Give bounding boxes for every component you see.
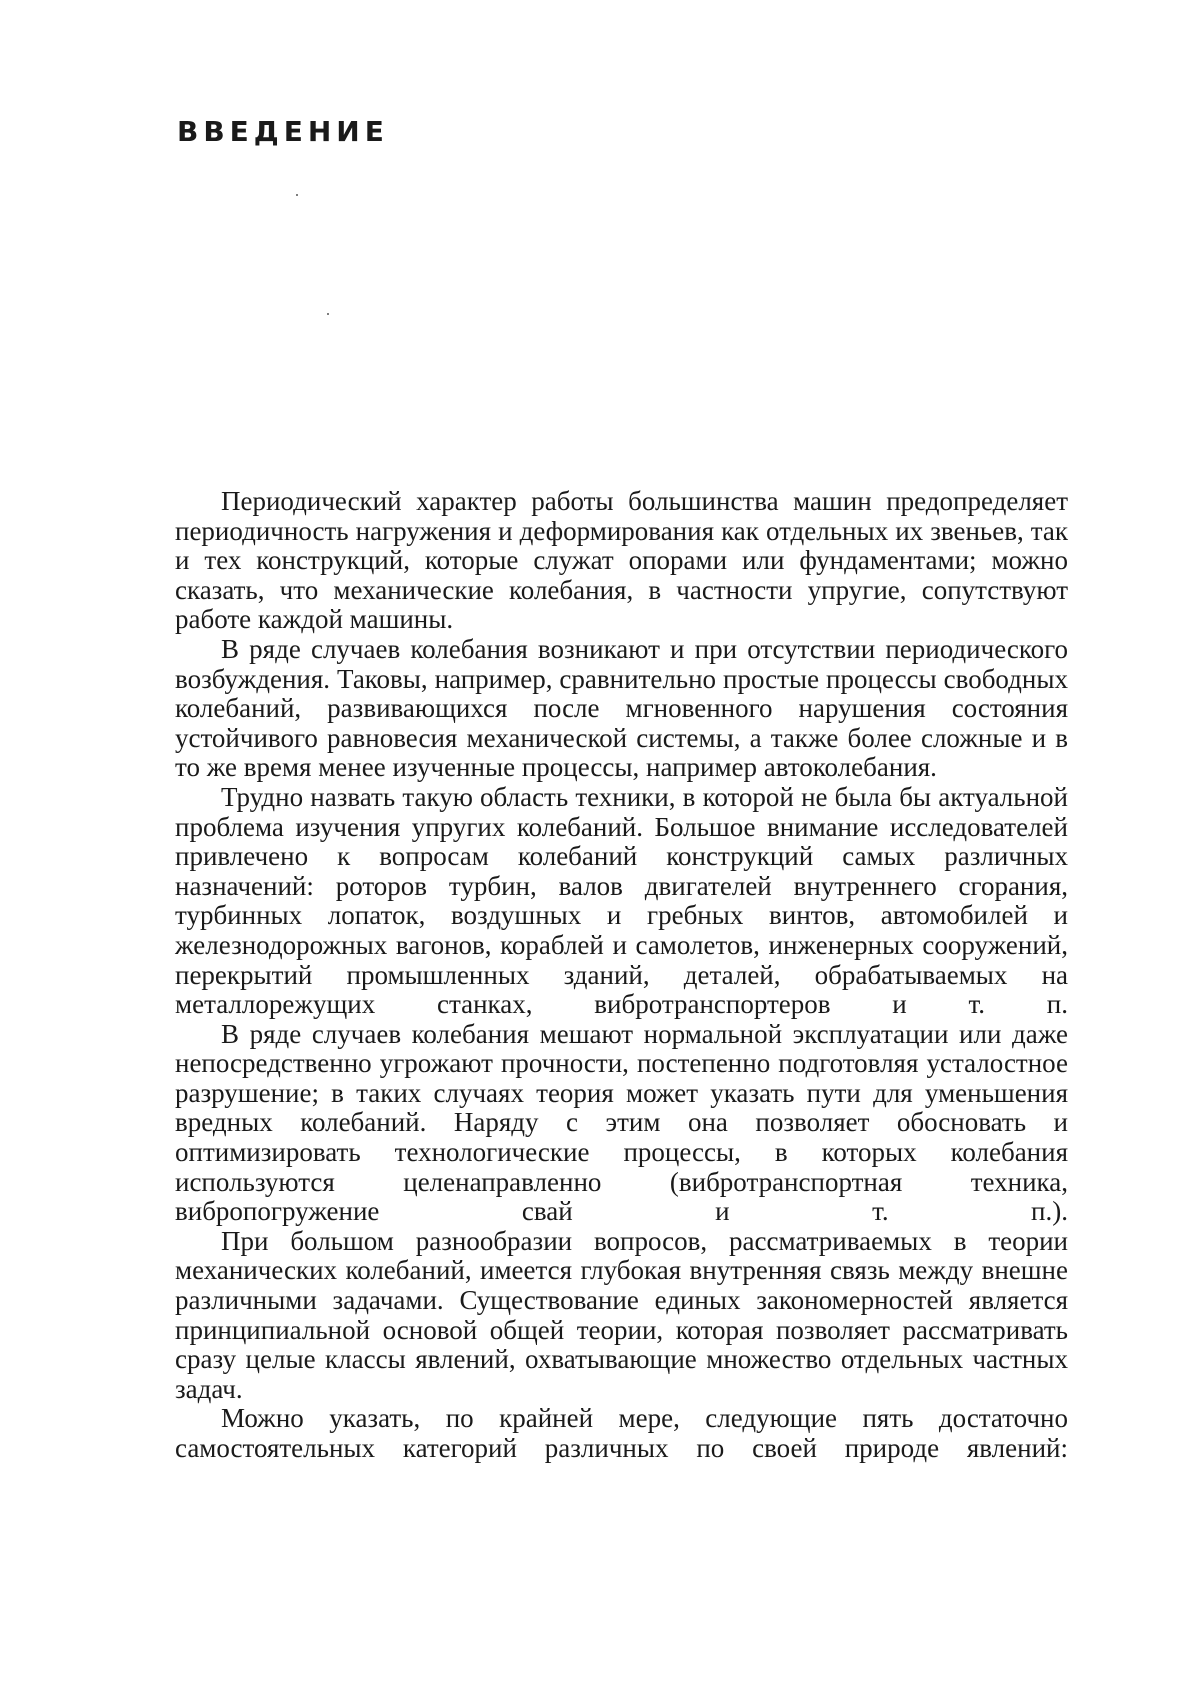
paragraph: В ряде случаев колебания мешают нормальной эксплуатации или даже непосредственно угрожают прочности, постепенно подготовляя усталостное разрушение; в таких случаях теория может указать пути для уменьшения вредных колебаний. Наряду с этим она позволяет обосновать и оптимизировать технологические процессы, в которых колебания используются целенаправленно (вибротранспортная техника, вибропогружение свай и т. п.).	[175, 1020, 1068, 1227]
paragraph: Трудно назвать такую область техники, в которой не была бы актуальной проблема изучения упругих колебаний. Большое внимание исследователей привлечено к вопросам колебаний конструкций самых различных назначений: роторов турбин, валов двигателей внутреннего сгорания, турбинных лопаток, воздушных и гребных винтов, автомобилей и железнодорожных вагонов, кораблей и самолетов, инженерных сооружений, перекрытий промышленных зданий, деталей, обрабатываемых на металлорежущих станках, вибротранспортеров и т. п.	[175, 783, 1068, 1020]
body-text	[175, 487, 1068, 1464]
paragraph: В ряде случаев колебания возникают и при отсутствии периодического возбуждения. Таковы, например, сравнительно простые процессы свободных колебаний, развивающихся после мгновенного нарушения состояния устойчивого равновесия механической системы, а также более сложные и в то же время менее изученные процессы, например автоколебания.	[175, 635, 1068, 783]
paragraph: При большом разнообразии вопросов, рассматриваемых в теории механических колебаний, имеется глубокая внутренняя связь между внешне различными задачами. Существование единых закономерностей является принципиальной основой общей теории, которая позволяет рассматривать сразу целые классы явлений, охватывающие множество отдельных частных задач.	[175, 1227, 1068, 1405]
chapter-heading: ВВЕДЕНИЕ	[177, 118, 389, 146]
print-speck	[327, 313, 329, 315]
paragraph: Периодический характер работы большинства машин предопределяет периодичность нагружения и деформирования как отдельных их звеньев, так и тех конструкций, которые служат опорами или фундаментами; можно сказать, что механические колебания, в частности упругие, сопутствуют работе каждой машины.	[175, 487, 1068, 635]
paragraph: Можно указать, по крайней мере, следующие пять достаточно самостоятельных категорий различных по своей природе явлений:	[175, 1404, 1068, 1463]
print-speck	[296, 194, 298, 196]
